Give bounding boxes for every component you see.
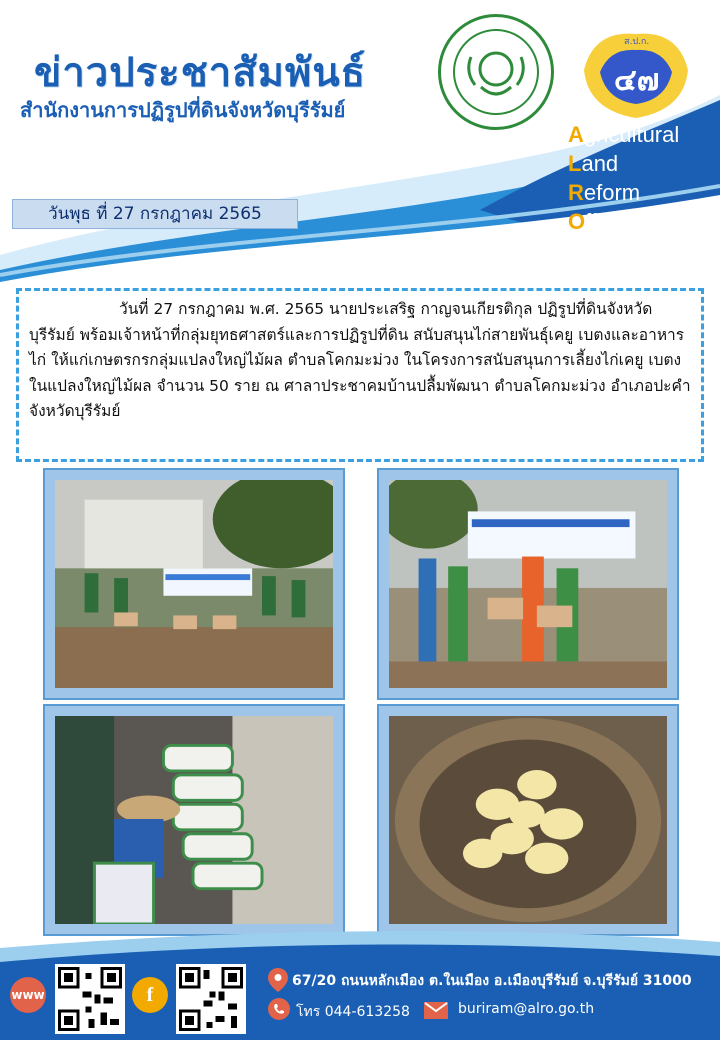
photo-group-banner — [43, 468, 345, 700]
photo-handover — [377, 468, 679, 700]
alro-anniversary-emblem — [574, 20, 698, 126]
news-body-text: วันที่ 27 กรกฎาคม พ.ศ. 2565 นายประเสริฐ กาญจนเกียรติกุล ปฏิรูปที่ดินจังหวัดบุรีรัมย์ พร้อมเจ้าหน้าที่กลุ่มยุทธศาสตร์และการปฏิรูปที่ดิน สนับสนุนไก่สายพันธุ์เคยู เบตงและอาหารไก่ ให้แก่เกษตรกรกลุ่มแปลงใหญ่ไม้ผล ตำบลโคกมะม่วง ในโครงการสนับสนุนการเลี้ยงไก่เคยู เบตงในแปลงใหญ่ไม้ผล จำนวน 50 ราย ณ ศาลาประชาคมบ้านปลื้มพัฒนา ตำบลโคกมะม่วง อำเภอปะคำ จังหวัดบุรีรัมย์ — [29, 300, 691, 420]
facebook-icon[interactable]: f — [132, 977, 168, 1013]
office-phone: โทร 044-613258 — [296, 1004, 410, 1020]
page-title: ข่าวประชาสัมพันธ์ — [34, 50, 367, 96]
svg-text:ส.ป.ก.: ส.ป.ก. — [624, 37, 650, 47]
news-body-box — [16, 288, 704, 462]
mail-icon — [424, 1002, 448, 1019]
office-email[interactable]: buriram@alro.go.th — [458, 1001, 595, 1017]
news-date: วันพุธ ที่ 27 กรกฎาคม 2565 — [12, 199, 298, 229]
website-qr-code — [55, 964, 125, 1034]
svg-text:๔๗: ๔๗ — [614, 63, 660, 98]
office-address: 67/20 ถนนหลักเมือง ต.ในเมือง อ.เมืองบุรีรัมย์ จ.บุรีรัมย์ 31000 — [292, 973, 692, 989]
website-icon[interactable]: www — [10, 977, 46, 1013]
photo-feed-sacks — [43, 704, 345, 936]
photo-chicks-basket — [377, 704, 679, 936]
location-pin-icon — [268, 968, 288, 992]
facebook-qr-code — [176, 964, 246, 1034]
org-english-name: Agricultural Land Reform Office — [568, 122, 680, 234]
alro-seal-logo — [438, 14, 554, 130]
office-subtitle: สำนักงานการปฏิรูปที่ดินจังหวัดบุรีรัมย์ — [20, 98, 346, 122]
phone-icon — [268, 998, 290, 1020]
